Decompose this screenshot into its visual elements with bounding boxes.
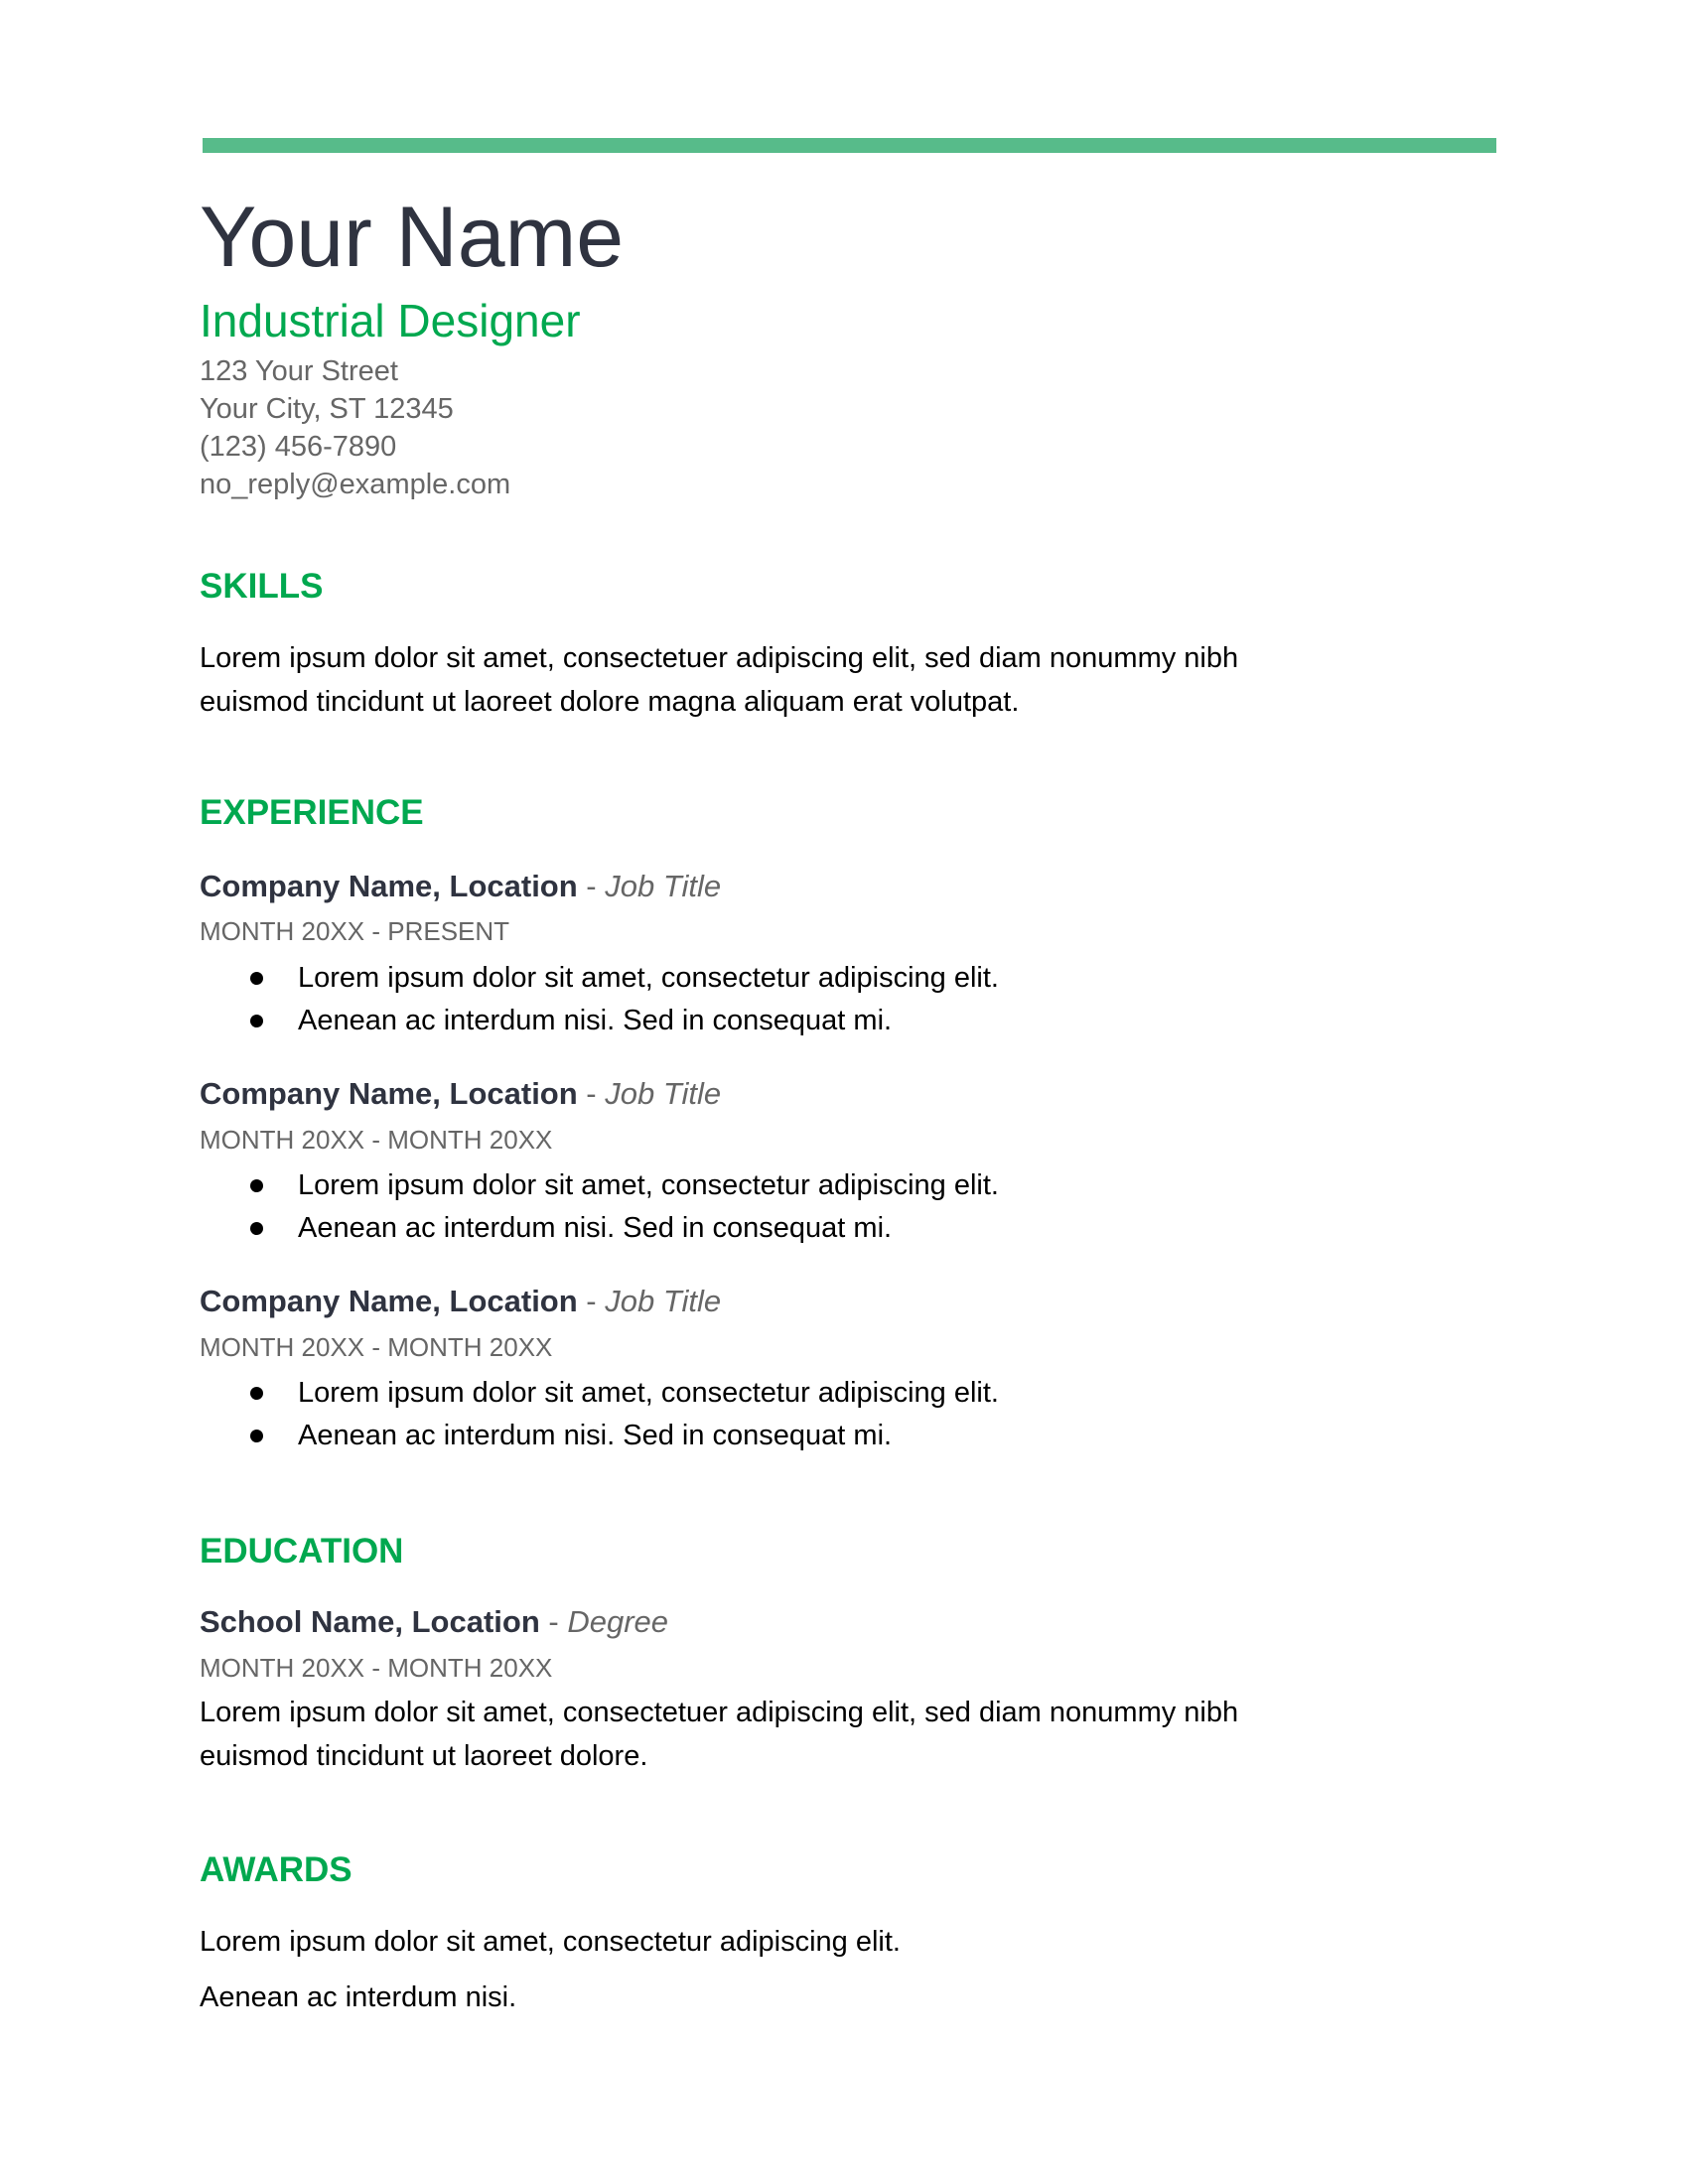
job-title-line — [200, 871, 721, 901]
contact-block — [200, 352, 510, 503]
bullet-text: Lorem ipsum dolor sit amet, consectetur adipiscing elit. — [298, 1377, 999, 1409]
education-separator: - — [539, 1604, 568, 1639]
job-position: Job Title — [605, 1284, 722, 1318]
award-item: Aenean ac interdum nisi. — [200, 1981, 517, 2013]
list-item — [200, 1000, 999, 1042]
job-title-line — [200, 1078, 721, 1109]
top-accent-rule — [203, 138, 1496, 153]
job-bullets — [200, 1164, 999, 1250]
bullet-icon — [250, 972, 263, 985]
bullet-text: Lorem ipsum dolor sit amet, consectetur adipiscing elit. — [298, 962, 999, 994]
list-item — [200, 1372, 999, 1415]
job-company: Company Name, Location — [200, 1284, 578, 1318]
job-position: Job Title — [605, 1076, 722, 1111]
skills-text: Lorem ipsum dolor sit amet, consectetuer adipiscing elit, sed diam nonummy nibh euismod tincidunt ut laoreet dolore magna aliquam erat volutpat. — [200, 642, 1239, 718]
bullet-icon — [250, 1015, 263, 1027]
bullet-text: Aenean ac interdum nisi. Sed in consequat mi. — [298, 1420, 893, 1451]
job-separator: - — [577, 1284, 606, 1318]
resume-name: Your Name — [200, 190, 625, 285]
section-heading-awards: AWARDS — [200, 1850, 352, 1889]
contact-city: Your City, ST 12345 — [200, 393, 454, 425]
job-dates: MONTH 20XX - PRESENT — [200, 916, 510, 946]
job-title-line — [200, 1286, 721, 1316]
bullet-text: Aenean ac interdum nisi. Sed in consequat mi. — [298, 1005, 893, 1036]
bullet-icon — [250, 1387, 263, 1400]
list-item — [200, 1207, 999, 1250]
list-item — [200, 1415, 999, 1457]
contact-phone: (123) 456-7890 — [200, 431, 397, 463]
list-item — [200, 1164, 999, 1207]
contact-email: no_reply@example.com — [200, 469, 511, 500]
job-company: Company Name, Location — [200, 1076, 578, 1111]
contact-street: 123 Your Street — [200, 355, 398, 387]
award-item: Lorem ipsum dolor sit amet, consectetur adipiscing elit. — [200, 1926, 901, 1958]
job-dates: MONTH 20XX - MONTH 20XX — [200, 1125, 553, 1155]
section-heading-experience: EXPERIENCE — [200, 793, 424, 832]
job-separator: - — [577, 869, 606, 903]
section-heading-skills: SKILLS — [200, 567, 324, 606]
education-degree: Degree — [567, 1604, 669, 1639]
education-school: School Name, Location — [200, 1604, 540, 1639]
section-heading-education: EDUCATION — [200, 1532, 404, 1570]
education-text: Lorem ipsum dolor sit amet, consectetuer adipiscing elit, sed diam nonummy nibh euismod tincidunt ut laoreet dolore. — [200, 1697, 1239, 1772]
education-title-line — [200, 1606, 668, 1637]
bullet-text: Aenean ac interdum nisi. Sed in consequat mi. — [298, 1212, 893, 1244]
education-dates: MONTH 20XX - MONTH 20XX — [200, 1653, 553, 1683]
job-bullets — [200, 957, 999, 1042]
job-separator: - — [577, 1076, 606, 1111]
bullet-icon — [250, 1179, 263, 1192]
job-dates: MONTH 20XX - MONTH 20XX — [200, 1332, 553, 1362]
list-item — [200, 957, 999, 1000]
job-company: Company Name, Location — [200, 869, 578, 903]
job-position: Job Title — [605, 869, 722, 903]
bullet-text: Lorem ipsum dolor sit amet, consectetur adipiscing elit. — [298, 1169, 999, 1201]
bullet-icon — [250, 1430, 263, 1442]
resume-role: Industrial Designer — [200, 295, 581, 346]
bullet-icon — [250, 1222, 263, 1235]
job-bullets — [200, 1372, 999, 1457]
